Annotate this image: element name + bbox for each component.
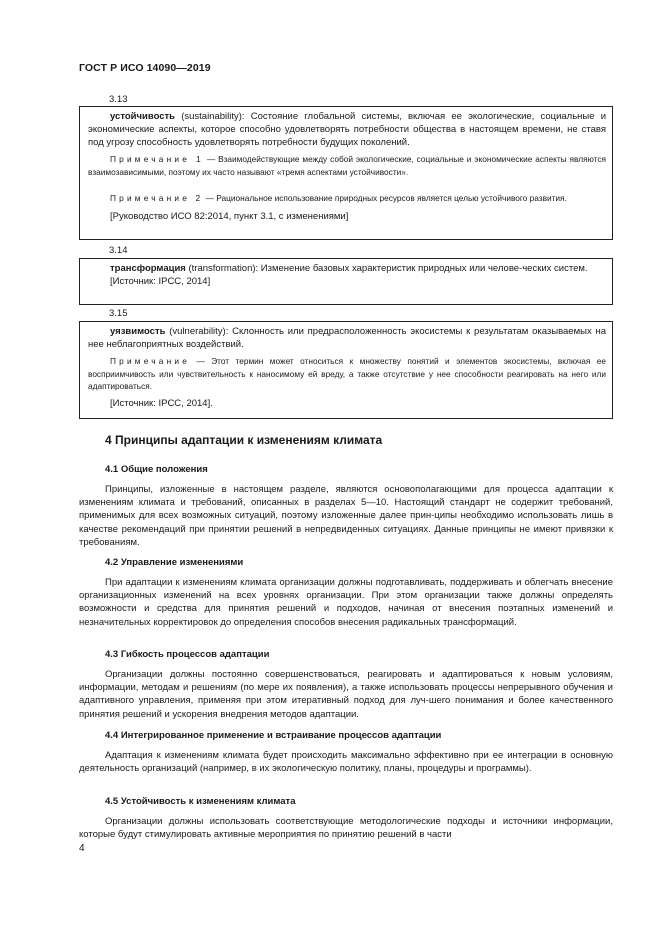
note-text: — Взаимодействующие между собой экологические, социальные и экономические аспекты являются взаимозависимыми, поэтому их часто называют «тремя аспектами устойчивости». [88,154,606,177]
note-text: — Рациональное использование природных ресурсов является целью устойчивого развития. [203,193,567,203]
subsection-heading: 4.3 Гибкость процессов адаптации [105,649,270,660]
note-label: Примечание 1 [110,154,204,164]
subsection-4-4 [79,730,613,775]
term-note [88,153,606,178]
term-definition [88,262,606,275]
term-definition [88,110,606,149]
paragraph: При адаптации к изменениям климата организации должны подготавливать, поддерживать и облегчать внесение организационных изменений на всех уровнях организации. При этом организации также должны определять возможности и средства для принятия решений и подходов, начиная от внесения поэтапных изменений и незначительных корректировок до определения способов внесения радикальных трансформаций. [79,577,613,628]
document-header: ГОСТ Р ИСО 14090—2019 [79,62,211,74]
definition-text: (transformation): Изменение базовых характеристик природных или челове-ческих систем. [185,263,588,274]
note-label: Примечание [110,356,191,366]
subsection-4-2 [79,557,613,629]
subsection-4-1 [79,464,613,549]
section-title [79,433,613,447]
note-label: Примечание 2 [110,193,204,203]
term-number: 3.15 [109,308,128,319]
term-box-3-13 [79,106,613,240]
term-box-3-14 [79,258,613,305]
paragraph: Принципы, изложенные в настоящем разделе, являются основополагающими для процесса адаптации к изменениям климата и требований, описанных в разделах 5—10. Настоящий стандарт не содержит требований, применимых для всех возможных ситуаций, поэтому изложенные далее прин-ципы необходимо использовать лишь в качестве рекомендаций при принятии решений в непредвиденных ситуациях. Данные принципы не имеют привязки к требованиям. [79,484,613,548]
term-note [88,192,606,205]
subsection-heading: 4.5 Устойчивость к изменениям климата [105,796,296,807]
subsection-4-3 [79,649,613,721]
paragraph: Адаптация к изменениям климата будет происходить максимально эффективно при ее интеграции в основную деятельность организаций (например, в их экологическую политику, планы, процедуры и программы). [79,750,613,775]
paragraph: Организации должны постоянно совершенствоваться, реагировать и адаптироваться к новым условиям, информации, методам и решениям (по мере их появления), а также использовать процессы непрерывного обучения и адаптивного управления, применяя при этом итеративный подход для луч-шего понимания и более качественного принятия решений и ускорения внедрения методов адаптации. [79,669,613,720]
term-source: [Источник: IPCC, 2014]. [110,397,213,409]
subsection-4-5 [79,796,613,841]
note-text: — Этот термин может относиться к множеству понятий и элементов экосистемы, включая ее восприимчивость или чувствительность к наносимому ей вреду, а также отсутствие у нее способности реагировать на него или адаптироваться. [88,356,606,391]
section-heading: 4 Принципы адаптации к изменениям климата [105,433,383,447]
term-box-3-15 [79,321,613,419]
term-definition [88,325,606,351]
term-source: [Источник: IPCC, 2014] [110,276,211,287]
definition-text: (sustainability): Состояние глобальной системы, включая ее экологические, социальные и экономические аспекты, которое способно удовлетворять потребности общества в настоящем времени, не ставя под угрозу способность удовлетворять потребности будущих поколений. [88,111,606,148]
page-number: 4 [79,843,85,854]
term-name: устойчивость [110,111,176,122]
subsection-heading: 4.1 Общие положения [105,464,208,475]
term-note [88,355,606,393]
term-number: 3.13 [109,94,128,105]
term-source: [Руководство ИСО 82:2014, пункт 3.1, с изменениями] [110,210,349,222]
subsection-heading: 4.4 Интегрированное применение и встраивание процессов адаптации [105,730,442,741]
term-name: уязвимость [110,326,166,337]
term-name: трансформация [110,263,186,274]
paragraph: Организации должны использовать соответствующие методологические подходы и источники информации, которые будут стимулировать активные мероприятия по принятию решений в части [79,816,613,841]
term-number: 3.14 [109,245,128,256]
definition-text: (vulnerability): Склонность или предрасположенность экосистемы к результатам оказываемых на нее неблагоприятных воздействий. [88,326,606,350]
subsection-heading: 4.2 Управление изменениями [105,557,244,568]
